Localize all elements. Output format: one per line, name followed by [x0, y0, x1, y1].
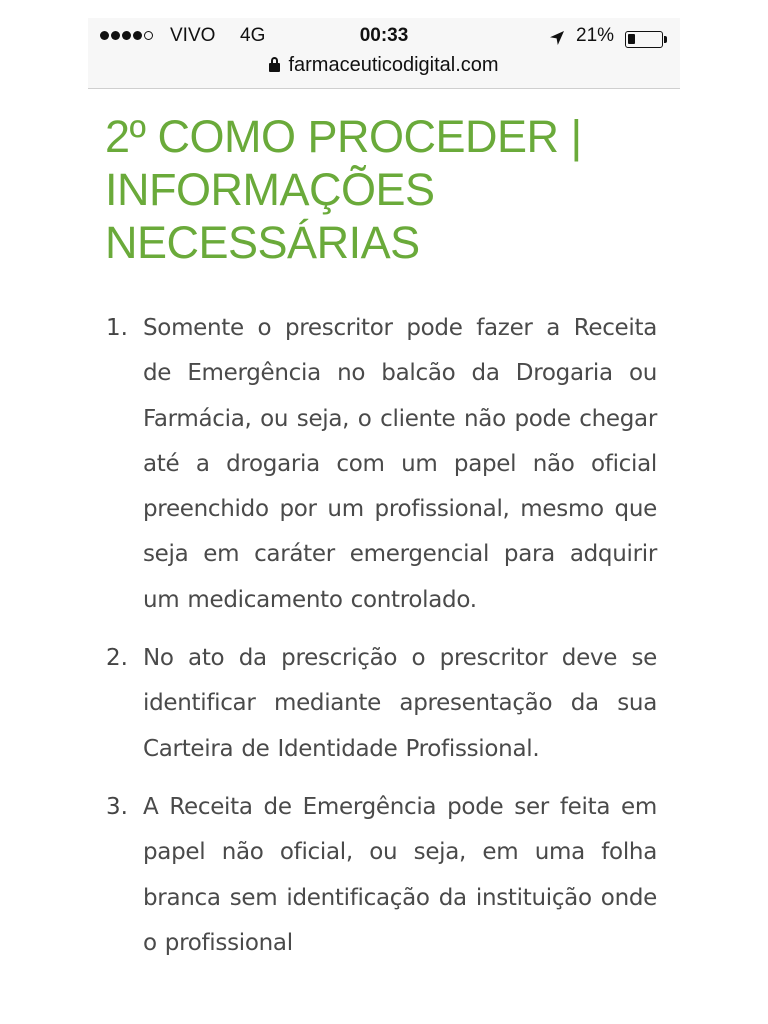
battery-icon	[625, 31, 663, 48]
battery-level	[628, 34, 635, 44]
url-text: farmaceuticodigital.com	[288, 54, 499, 76]
list-item	[105, 785, 657, 966]
page-title: 2º COMO PROCEDER | INFORMAÇÕES NECESSÁRIAS	[105, 111, 582, 268]
carrier-name: VIVO	[170, 25, 216, 46]
battery-cap	[664, 36, 667, 43]
battery-percent: 21%	[576, 25, 615, 46]
list-item	[105, 306, 657, 623]
list-item-number: 3.	[106, 793, 128, 820]
clock: 00:33	[359, 25, 409, 46]
list-item	[105, 636, 657, 772]
phone-screen	[88, 18, 680, 1024]
list-item-text: A Receita de Emergência pode ser feita em papel não oficial, ou seja, em uma folha branca sem identificação da instituição onde o profissional	[143, 793, 657, 956]
network-type: 4G	[240, 25, 266, 46]
steps-list	[105, 306, 657, 979]
status-row	[88, 22, 680, 50]
status-bar	[88, 18, 680, 89]
list-item-number: 2.	[106, 645, 128, 672]
location-arrow-icon	[549, 30, 565, 46]
address-bar[interactable]	[88, 54, 680, 77]
article-content	[105, 110, 657, 956]
list-item-text: No ato da prescrição o prescritor deve se identificar mediante apresentação da sua Carteira de Identidade Profissional.	[143, 645, 657, 762]
list-item-text: Somente o prescritor pode fazer a Receita de Emergência no balcão da Drogaria ou Farmácia, ou seja, o cliente não pode chegar até a drogaria com um papel não oficial preenchido por um profissional, mesmo que seja em caráter emergencial para adquirir um medicamento controlado.	[143, 315, 657, 613]
list-item-number: 1.	[106, 315, 128, 341]
lock-icon	[269, 57, 280, 72]
